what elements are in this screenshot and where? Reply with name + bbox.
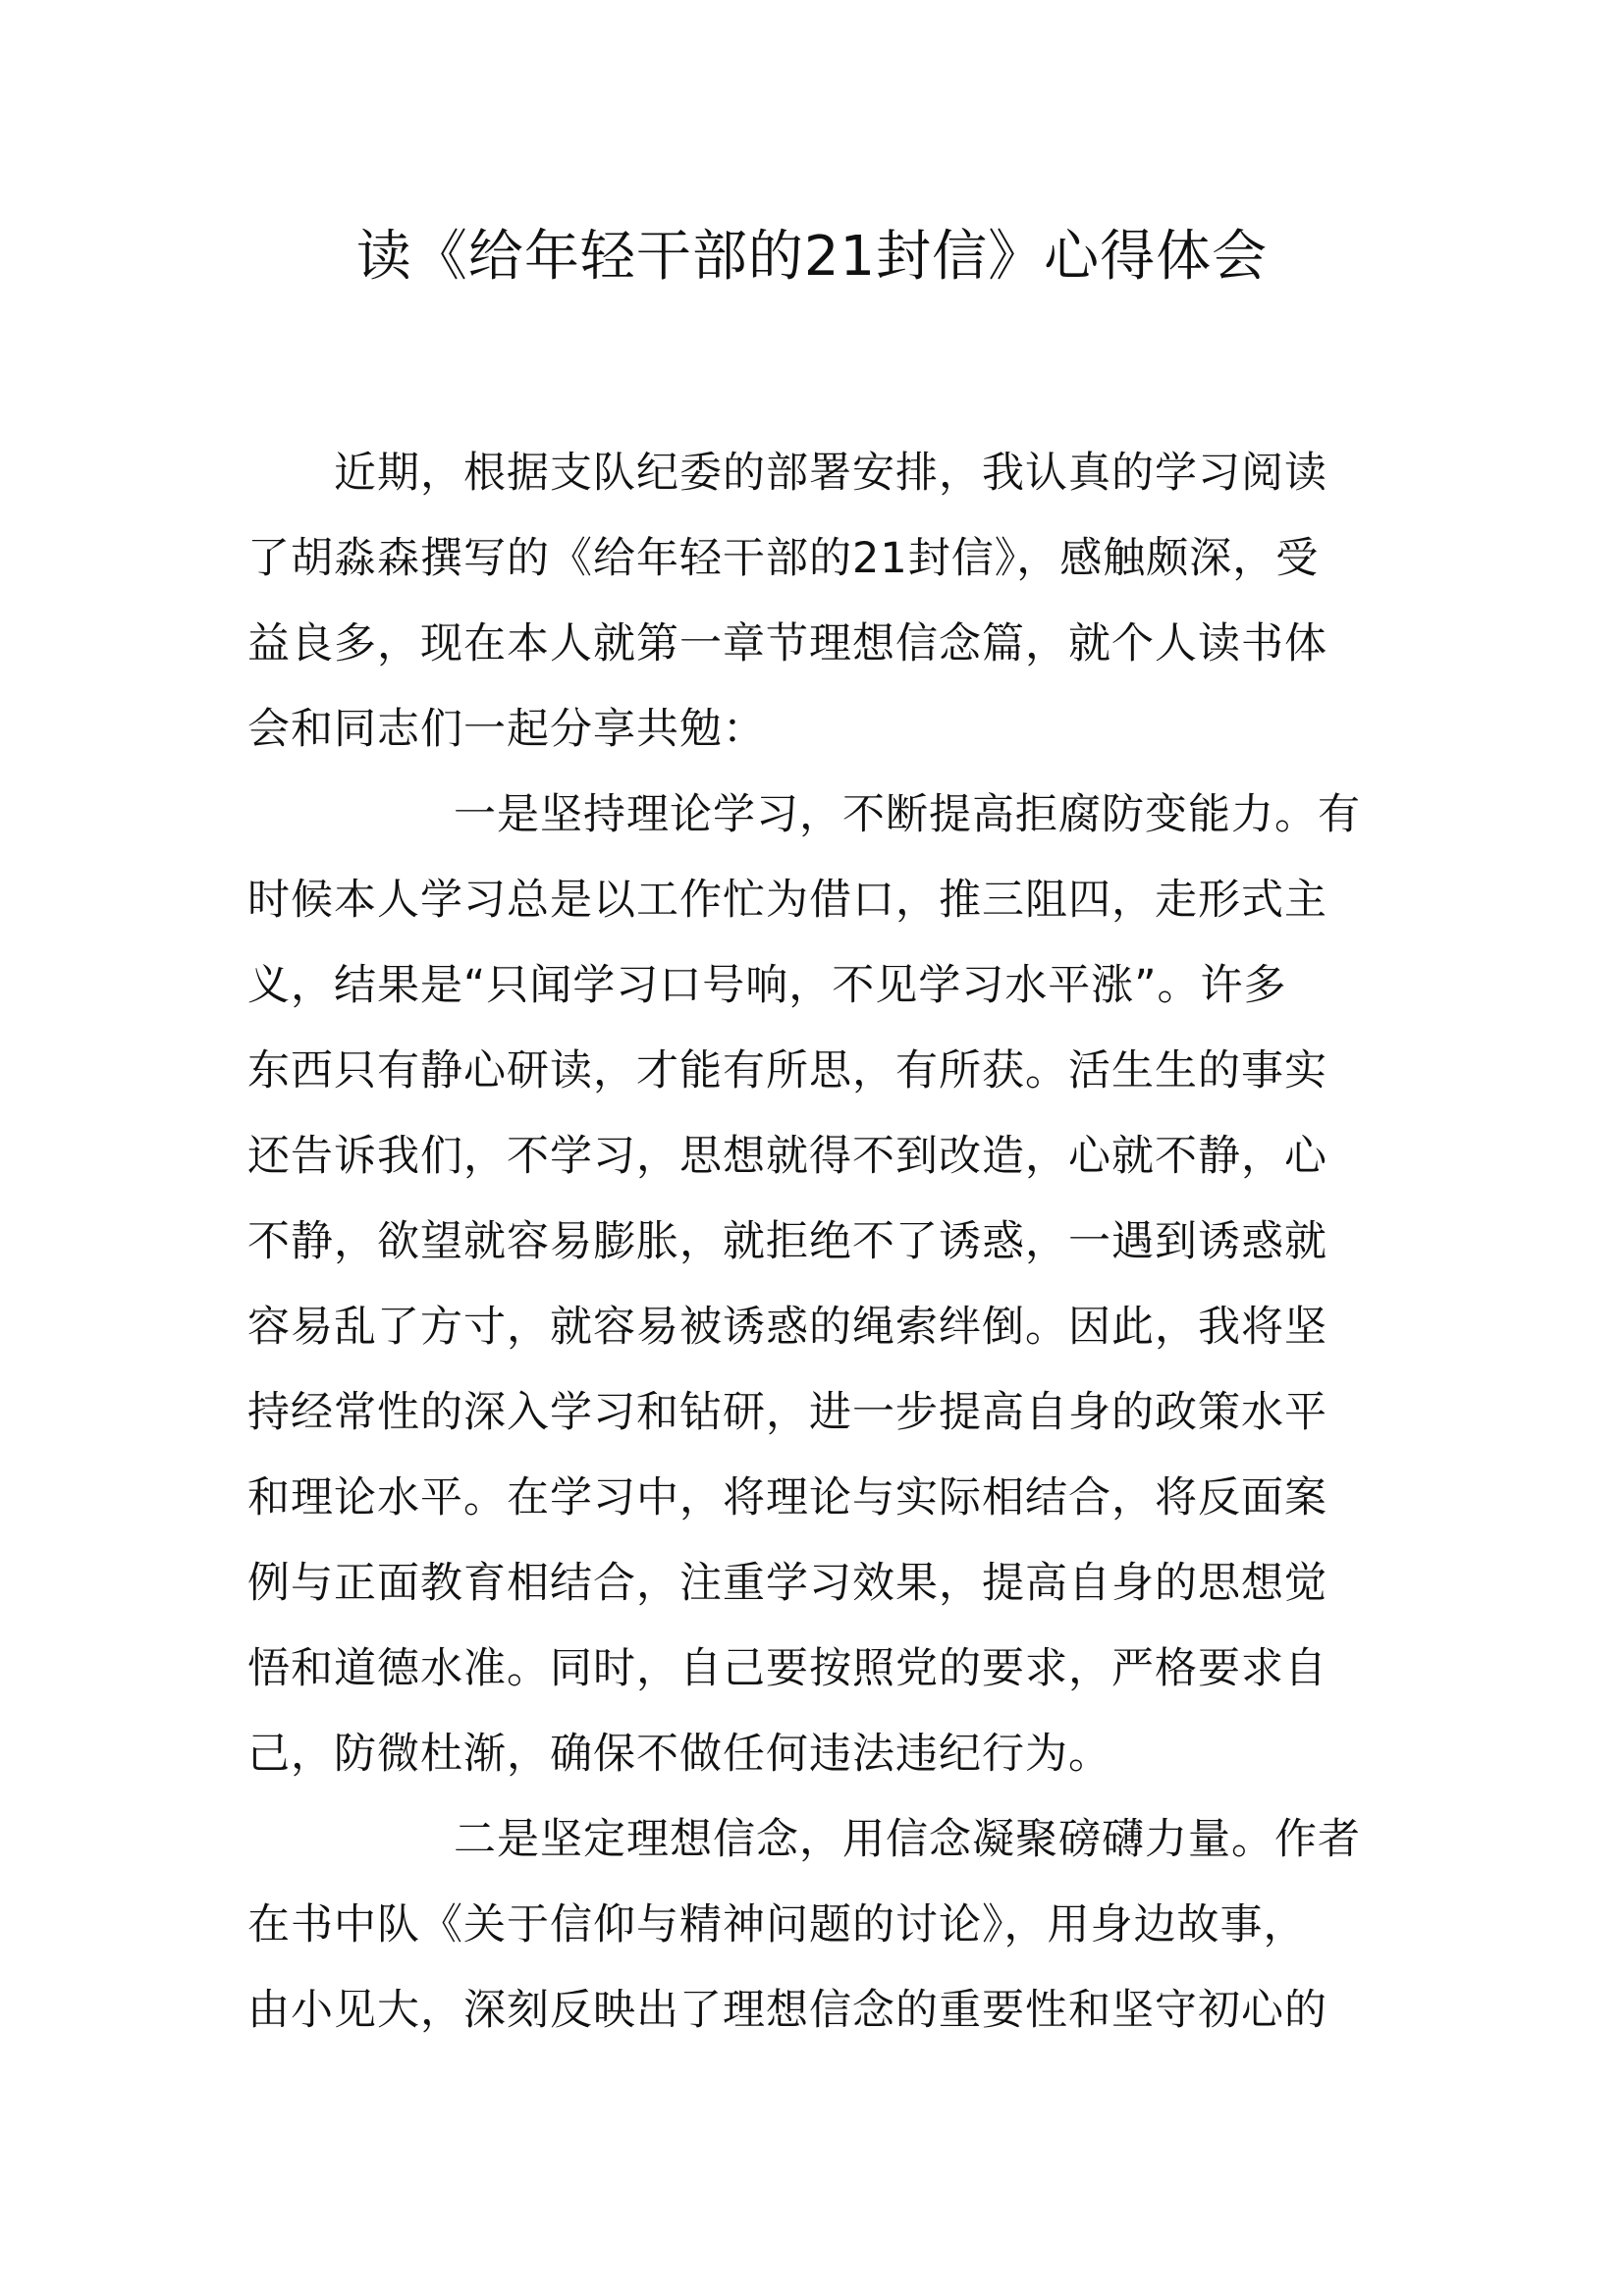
paragraph-line: 不静，欲望就容易膨胀，就拒绝不了诱惑，一遇到诱惑就	[247, 1217, 1327, 1266]
paragraph-line: 还告诉我们，不学习，思想就得不到改造，心就不静，心	[247, 1132, 1327, 1181]
paragraph-line: 会和同志们一起分享共勉：	[247, 705, 766, 754]
paragraph-line: 二是坚定理想信念，用信念凝聚磅礴力量。作者	[454, 1815, 1361, 1864]
paragraph-line: 和理论水平。在学习中，将理论与实际相结合，将反面案	[247, 1473, 1327, 1522]
paragraph-line: 义，结果是“只闻学习口号响，不见学习水平涨”。许多	[247, 961, 1287, 1010]
paragraph-line: 例与正面教育相结合，注重学习效果，提高自身的思想觉	[247, 1559, 1327, 1608]
paragraph-line: 近期，根据支队纪委的部署安排，我认真的学习阅读	[334, 449, 1327, 498]
paragraph-line: 了胡淼森撰写的《给年轻干部的21封信》，感触颇深，受	[247, 534, 1320, 583]
paragraph-line: 悟和道德水准。同时，自己要按照党的要求，严格要求自	[247, 1644, 1327, 1693]
paragraph-line: 东西只有静心研读，才能有所思，有所获。活生生的事实	[247, 1046, 1327, 1095]
paragraph-line: 益良多，现在本人就第一章节理想信念篇，就个人读书体	[247, 619, 1327, 668]
paragraph-line: 容易乱了方寸，就容易被诱惑的绳索绊倒。因此，我将坚	[247, 1303, 1327, 1352]
paragraph-line: 由小见大，深刻反映出了理想信念的重要性和坚守初心的	[247, 1986, 1327, 2035]
paragraph-line: 时候本人学习总是以工作忙为借口，推三阻四，走形式主	[247, 876, 1327, 925]
paragraph-line: 己，防微杜渐，确保不做任何违法违纪行为。	[247, 1730, 1111, 1779]
document-title: 读《给年轻干部的21封信》心得体会	[355, 225, 1269, 289]
paragraph-line: 在书中队《关于信仰与精神问题的讨论》，用身边故事，	[247, 1900, 1307, 1949]
paragraph-line: 一是坚持理论学习，不断提高拒腐防变能力。有	[454, 790, 1361, 839]
paragraph-line: 持经常性的深入学习和钻研，进一步提高自身的政策水平	[247, 1388, 1327, 1437]
